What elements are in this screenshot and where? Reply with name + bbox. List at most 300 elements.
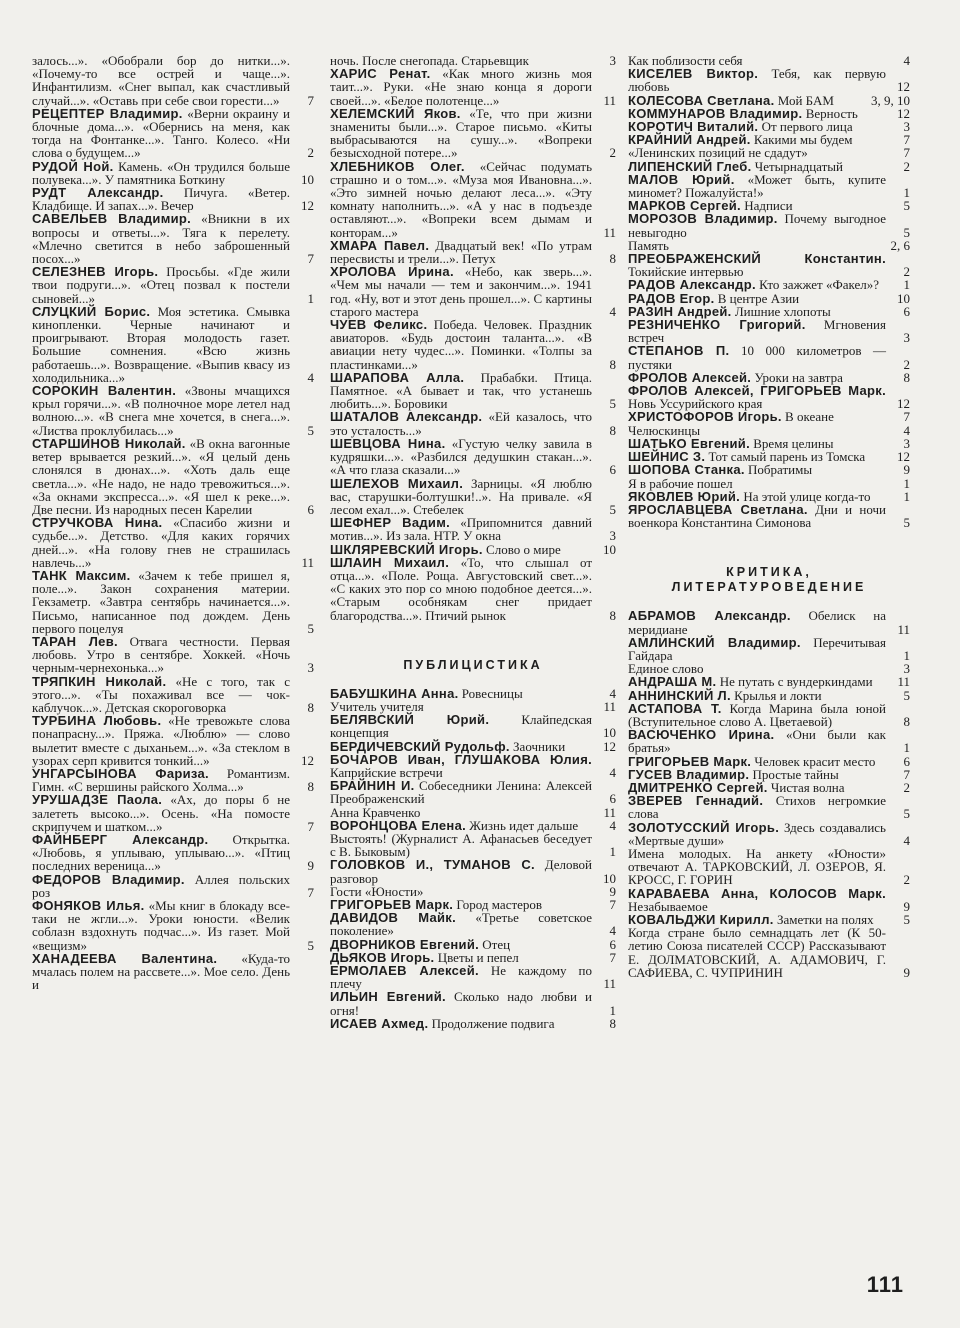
work-titles: «Зачем к тебе пришел я, поле...». Закон сохранения материи. Гекзаметр. «Завтра сентябрь начинается...». Письмо, написанное под дождем. День первого поцелуя (32, 567, 290, 636)
work-titles: Простые тайны (752, 766, 839, 782)
author-name: СТРУЧКОВА Нина. (32, 515, 163, 531)
issue-number: 5 (307, 620, 314, 636)
work-titles: «Небо, как зверь...». «Чем мы начали — тем и закончим...». 1941 год. «Ну, вот и этот день прошел...». С картины старого мастера (330, 264, 593, 319)
issue-number: 11 (603, 698, 616, 714)
index-entry (330, 437, 616, 477)
work-titles: Побратимы (748, 462, 813, 478)
index-entry (628, 887, 910, 913)
work-titles: «Не с того, так с этого...». «Ты похаживал все — чок-каблучок...». Детская скороговорка (32, 673, 290, 715)
entry-text (628, 67, 886, 93)
index-entry (330, 410, 616, 436)
issue-number: 5 (903, 687, 910, 703)
index-entry (32, 437, 314, 516)
index-entry (330, 239, 616, 265)
issue-number: 8 (609, 607, 616, 623)
issue-number: 2 (609, 145, 616, 161)
issue-number: 11 (603, 804, 616, 820)
entry-text (32, 160, 290, 186)
entry-text (628, 344, 886, 370)
work-titles: Просьбы. «Где жили твои подруги...». «Отец позвал к постели сыновей...» (32, 264, 290, 306)
work-titles: Мгновения встреч (628, 317, 886, 346)
issue-number: 3 (609, 528, 616, 544)
entry-text (330, 318, 592, 371)
issue-number: 9 (903, 462, 910, 478)
issue-number: 1 (903, 740, 910, 756)
index-entry (628, 384, 910, 410)
issue-number: 11 (603, 92, 616, 108)
author-name: ГОЛОВКОВ И., ТУМАНОВ С. (330, 857, 535, 873)
index-entry (330, 1017, 616, 1030)
author-name: ГУСЕВ Владимир. (628, 766, 750, 782)
author-name: ЕРМОЛАЕВ Алексей. (330, 963, 479, 978)
issue-number: 9 (307, 858, 314, 874)
work-titles: Отец (482, 936, 511, 952)
entry-text (32, 635, 290, 675)
work-titles: Сколько надо любви и огня! (330, 989, 593, 1018)
work-titles: Тебя, как первую любовь (628, 66, 887, 95)
issue-number: 7 (307, 92, 314, 108)
author-name: УНГАРСЫНОВА Фариза. (32, 765, 209, 781)
index-entry (32, 899, 314, 952)
work-titles: Двадцатый век! «По утрам пересвисты и трели...». Петух (330, 237, 593, 267)
work-titles: Какими мы будем (753, 132, 853, 148)
work-titles: Деловой разговор (330, 857, 593, 886)
work-titles: «Третье советское поколение» (330, 910, 593, 939)
work-titles: ночь. После снегопада. Старьевщик (330, 53, 529, 68)
work-titles: Уроки на завтра (754, 369, 843, 385)
column-1 (32, 54, 314, 991)
issue-number: 12 (897, 79, 910, 95)
work-titles: Зарницы. «Я люблю вас, старушки-болтушки!..». На привале. «Я лесом ехал...». Стебелек (330, 475, 592, 517)
index-entry (330, 832, 616, 858)
work-titles: Время целины (753, 435, 834, 451)
issue-number: 7 (903, 145, 910, 161)
work-titles: Лишние хлопоты (734, 303, 831, 319)
index-entry (628, 67, 910, 93)
work-titles: Кто зажжет «Факел»? (759, 277, 880, 293)
issue-number: 5 (609, 501, 616, 517)
author-name: КОРОТИЧ Виталий. (628, 119, 759, 135)
work-titles: Продолжение подвига (431, 1015, 555, 1031)
work-titles: 10 000 километров — пустяки (628, 343, 886, 372)
column-3 (628, 54, 910, 979)
work-titles: Город мастеров (456, 896, 543, 912)
index-entry (628, 794, 910, 820)
index-entry (32, 265, 314, 305)
author-name: САВЕЛЬЕВ Владимир. (32, 211, 192, 227)
issue-number: 1 (307, 290, 314, 306)
issue-number: 11 (301, 554, 314, 570)
section-heading: КРИТИКА, ЛИТЕРАТУРОВЕДЕНИЕ (671, 565, 867, 595)
entry-text (32, 793, 290, 833)
entry-text (628, 384, 886, 410)
author-name: АСТАПОВА Т. (628, 700, 722, 716)
work-titles: Перечитывая Гайдара (628, 634, 886, 663)
entry-text (330, 437, 592, 477)
work-titles: Открытка. «Любовь, я уплываю, уплываю...». «Птиц последних вереница...» (32, 831, 290, 874)
index-entry (628, 344, 910, 370)
index-entry (32, 767, 314, 793)
author-name: ЯРОСЛАВЦЕВА Светлана. (628, 501, 808, 517)
entry-text (330, 371, 592, 411)
author-name: БЕРДИЧЕВСКИЙ Рудольф. (330, 738, 510, 754)
issue-number: 4 (307, 369, 314, 385)
work-titles: «Не тревожьте слова понапрасну...». Пряжа. «Люблю» — слово вылетит вместе с дыханьем...». «За стеклом в узорах серп кривится тонкий...» (32, 713, 290, 768)
work-titles: «В окна вагонные ветер врывается резкий...». «Я целый день слонялся в дюнах...». «Хоть даль еще светла...». «Не надо, не надо тревожиться...». «За окнами экспресса...». «Я шел к реке...». Две песни. Из народных песен Карелии (32, 435, 290, 517)
issue-number: 9 (903, 898, 910, 914)
index-entry (32, 384, 314, 437)
entry-text (628, 318, 886, 344)
work-titles: «Припомнится давний мотив...». Из зала. НТР. У окна (330, 515, 592, 544)
entry-text (32, 265, 290, 305)
index-entry (330, 67, 616, 107)
issue-number: 1 (903, 185, 910, 201)
issue-number: 1 (903, 488, 910, 504)
entry-text (628, 887, 886, 913)
entry-text (32, 54, 290, 107)
author-name: ТАРАН Лев. (32, 633, 118, 649)
index-entry (628, 609, 910, 635)
section-heading: ПУБЛИЦИСТИКА (403, 657, 543, 672)
issue-number: 4 (609, 685, 616, 701)
author-name: КОВАЛЬДЖИ Кирилл. (628, 911, 774, 927)
work-titles: «Как много жизнь моя таит...». Руки. «Не знаю конца я дороги своей...». «Белое полотенце...» (330, 66, 593, 108)
author-name: БОЧАРОВ Иван, ГЛУШАКОВА Юлия. (330, 751, 592, 767)
issue-number: 5 (903, 224, 910, 240)
work-titles: Дни и ночи военкора Константина Симонова (628, 501, 886, 531)
work-titles: Не каждому по плечу (330, 963, 592, 992)
work-titles: «Сейчас подумать страшно и о том...». «Муза моя Ивановна...». «Это зимней ночью делают леса...». «Эту комнату наполнить...». «А у нас в подъезде оставляют...». «Вопреки всем дымам и конторам...» (330, 158, 593, 240)
work-titles: Каприйские встречи (330, 764, 443, 780)
author-name: КОММУНАРОВ Владимир. (628, 105, 803, 121)
author-name: ЗОЛОТУССКИЙ Игорь. (628, 819, 780, 835)
issue-number: 12 (897, 396, 910, 412)
work-titles: На этой улице когда-то (743, 488, 871, 504)
issue-number: 7 (609, 949, 616, 965)
author-name: ФОНЯКОВ Илья. (32, 898, 145, 913)
author-name: МАРКОВ Сергей. (628, 198, 741, 214)
author-name: ШЕВЦОВА Нина. (330, 435, 446, 451)
entry-text (330, 964, 592, 990)
index-entry (330, 371, 616, 411)
index-entry (32, 186, 314, 212)
work-titles: Жизнь идет дальше (469, 817, 579, 833)
issue-number: 10 (603, 725, 616, 741)
issue-number: 3 (609, 53, 616, 68)
index-entry (330, 779, 616, 805)
entry-text (330, 477, 592, 517)
issue-number: 2, 6 (890, 237, 910, 253)
work-titles: «Мы книг в блокаду все-таки не жгли...». Уроки юности. «Велик соблазн вздохнуть подчас...». Из газет. Мой «вещизм» (32, 898, 290, 953)
entry-text (32, 675, 290, 715)
issue-number: 1 (903, 277, 910, 293)
author-name: КОЛЕСОВА Светлана. (628, 92, 775, 108)
work-titles: Заочники (513, 738, 566, 754)
entry-text (628, 609, 886, 635)
work-titles: «Может быть, купите миномет? Пожалуйста!» (628, 171, 886, 201)
author-name: РУДТ Александр. (32, 185, 164, 201)
issue-number: 3 (307, 660, 314, 676)
index-entry (330, 516, 616, 542)
entry-text (628, 794, 886, 820)
issue-number: 12 (897, 449, 910, 465)
work-titles: «Звоны мчащихся крыл горячи...». «В полночное море летел над волною...». «В снега мне хочется, в снега...». «Листва проклубилась...» (32, 383, 290, 438)
work-titles: Камень. «Он трудился больше полувека...». У памятника Боткину (32, 158, 291, 187)
author-name: ВОРОНЦОВА Елена. (330, 817, 467, 833)
issue-number: 6 (609, 936, 616, 952)
issue-number: 7 (307, 884, 314, 900)
issue-number: 8 (609, 251, 616, 267)
index-entry (32, 793, 314, 833)
work-titles: «Верни окраину и блочные дома...». «Обернись на меня, как тогда на Фонтанке...». Танго. Колесо. «Ни слова о будущем...» (32, 105, 290, 161)
author-name: МАЛОВ Юрий. (628, 171, 735, 187)
entry-text (330, 753, 592, 779)
work-titles: Токийские интервью (628, 264, 744, 280)
index-entry (330, 990, 616, 1016)
entry-text (330, 779, 592, 805)
issue-number: 11 (603, 976, 616, 992)
issue-number: 5 (307, 937, 314, 953)
entry-text (330, 160, 592, 239)
author-name: ШАТАЛОВ Александр. (330, 409, 483, 425)
work-titles: «Вникни в их вопросы и ответы...». Тяга к перелету. «Млечно светится в небо заброшенный посох...» (32, 211, 290, 267)
author-name: РАДОВ Александр. (628, 277, 756, 293)
index-entry (330, 556, 616, 622)
work-titles: «Спасибо жизни и судьбе...». Детство. «Для каких горячих дней...». «На голову гнев не страшилась навлечь...» (32, 515, 291, 570)
work-titles: «Ей казалось, что это усталость...» (330, 409, 593, 438)
entry-text (330, 239, 592, 265)
work-titles: В центре Азии (717, 290, 800, 306)
author-name: ШКЛЯРЕВСКИЙ Игорь. (330, 541, 483, 557)
author-name: ДВОРНИКОВ Евгений. (330, 936, 480, 952)
author-name: ФРОЛОВ Алексей. (628, 369, 752, 385)
work-titles: Анна Кравченко (330, 804, 421, 820)
work-titles: Романтизм. Гимн. «С вершины райского Холма...» (32, 765, 290, 795)
work-titles: Победа. Человек. Праздник авиаторов. «Будь достоин таланта...». «В авиации нету чудес...». Поминки. «Толпы за пластинками...» (330, 317, 593, 372)
index-entry (32, 873, 314, 899)
issue-number: 7 (903, 409, 910, 425)
work-titles: «Они были как братья» (628, 727, 886, 756)
issue-number: 2 (903, 356, 910, 372)
author-name: БЕЛЯВСКИЙ Юрий. (330, 712, 490, 728)
work-titles: Четырнадцатый (754, 158, 843, 174)
author-name: ХРОЛОВА Ирина. (330, 264, 454, 280)
author-name: ХРИСТОФОРОВ Игорь. (628, 409, 782, 425)
work-titles: Стихов негромкие слова (628, 793, 886, 822)
entry-text (32, 899, 290, 952)
author-name: БРАЙНИН И. (330, 778, 415, 794)
issue-number: 10 (897, 290, 910, 306)
author-name: ТУРБИНА Любовь. (32, 713, 162, 729)
index-entry (330, 964, 616, 990)
index-entry (628, 728, 910, 754)
index-entry (32, 107, 314, 160)
work-titles: Аллея польских роз (32, 871, 291, 900)
index-entry (628, 318, 910, 344)
page-number: 111 (866, 1272, 904, 1297)
work-titles: Ровесницы (461, 685, 523, 701)
index-entry (330, 265, 616, 318)
author-name: БАБУШКИНА Анна. (330, 685, 459, 701)
work-titles: Почему выгодное невыгодно (628, 211, 886, 240)
issue-number: 11 (897, 674, 910, 690)
index-entry (32, 714, 314, 767)
index-entry (628, 821, 910, 847)
issue-number: 11 (603, 224, 616, 240)
index-entry (628, 636, 910, 662)
author-name: ЗВЕРЕВ Геннадий. (628, 793, 764, 809)
issue-number: 1 (903, 647, 910, 663)
author-name: РЕЦЕПТЕР Владимир. (32, 105, 183, 121)
entry-text (32, 107, 290, 160)
issue-number: 4 (903, 832, 910, 848)
entry-text (32, 833, 290, 873)
index-entry (628, 847, 910, 887)
work-titles: «Куда-то мчалась полем на рассвете...». Мое село. День и (32, 950, 290, 993)
author-name: ФРОЛОВ Алексей, ГРИГОРЬЕВ Марк. (628, 383, 886, 399)
entry-text (330, 410, 592, 436)
issue-number: 6 (609, 791, 616, 807)
work-titles: Моя эстетика. Смывка кинопленки. Черные начинают и проигрывают. Вторая молодость газет. Большие сомнения. «Всю жизнь работаешь...». Возвращение. «Выпив квасу из холодильника...» (32, 303, 291, 385)
work-titles: Гости «Юности» (330, 883, 424, 899)
author-name: ШЛАИН Михаил. (330, 554, 450, 570)
index-entry (628, 173, 910, 199)
author-name: ХАРИС Ренат. (330, 66, 431, 82)
issue-number: 7 (609, 896, 616, 912)
work-titles: Мой БАМ (777, 92, 834, 108)
issue-number: 5 (903, 911, 910, 927)
author-name: РУДОЙ Ной. (32, 158, 114, 174)
author-name: СТАРШИНОВ Николай. (32, 435, 186, 451)
issue-number: 2 (307, 145, 314, 161)
issue-number: 12 (301, 198, 314, 214)
work-titles: Отвага честности. Первая любовь. Утро в сентябре. Хоккей. «Ночь черным-чернехонька...» (32, 633, 290, 676)
author-name: ШАРАПОВА Алла. (330, 369, 465, 385)
author-name: РЕЗНИЧЕНКО Григорий. (628, 317, 806, 333)
author-name: ПРЕОБРАЖЕНСКИЙ Константин. (628, 251, 886, 267)
entry-text (330, 516, 592, 542)
work-titles: От первого лица (761, 119, 853, 135)
entry-text (32, 305, 290, 384)
issue-number: 5 (609, 396, 616, 412)
entry-text (628, 702, 886, 728)
entry-text (32, 767, 290, 793)
issue-number: 8 (307, 779, 314, 795)
work-titles: Человек красит место (754, 753, 876, 769)
issue-number: 4 (609, 923, 616, 939)
author-name: СОРОКИН Валентин. (32, 383, 177, 399)
author-name: РАДОВ Егор. (628, 290, 715, 306)
entry-text (330, 556, 592, 622)
issue-number: 12 (897, 105, 910, 121)
issue-number: 6 (903, 753, 910, 769)
author-name: ХЕЛЕМСКИЙ Яков. (330, 105, 461, 121)
author-name: ЯКОВЛЕВ Юрий. (628, 488, 741, 504)
index-entry (32, 675, 314, 715)
author-name: ЛИПЕНСКИЙ Глеб. (628, 158, 752, 174)
index-entry (628, 503, 910, 529)
entry-text (330, 67, 592, 107)
issue-number: 10 (301, 171, 314, 187)
author-name: АМЛИНСКИЙ Владимир. (628, 634, 801, 650)
work-titles: Имена молодых. На анкету «Юности» отвечают А. ТАРКОВСКИЙ, Л. ОЗЕРОВ, Я. КРОСС, Г. ГОРИН (628, 845, 886, 888)
issue-number: 8 (903, 713, 910, 729)
work-titles: Чистая волна (770, 779, 845, 795)
index-entry (330, 160, 616, 239)
issue-number: 6 (307, 501, 314, 517)
author-name: СЛУЦКИЙ Борис. (32, 303, 151, 319)
index-entry (32, 952, 314, 992)
index-entry (32, 833, 314, 873)
issue-number: 4 (609, 764, 616, 780)
entry-text (628, 212, 886, 238)
entry-text (32, 569, 290, 635)
index-entry (32, 305, 314, 384)
index-entry (32, 516, 314, 569)
entry-text (32, 714, 290, 767)
issue-number: 6 (903, 303, 910, 319)
work-titles: Тот самый парень из Томска (708, 449, 866, 465)
issue-number: 12 (301, 752, 314, 768)
entry-text (330, 1017, 592, 1030)
author-name: СЕЛЕЗНЕВ Игорь. (32, 264, 159, 280)
work-titles: Не путать с вундеркиндами (719, 674, 873, 690)
issue-number: 5 (307, 422, 314, 438)
issue-number: 4 (903, 422, 910, 438)
work-titles: залось...». «Обобрали бор до нитки...». «Почему-то все острей и чаще...». Инфантилизм. «Снег выпал, как счастливый случай...». «Оставь при себе свои горести...» (32, 53, 290, 108)
entry-text (32, 952, 290, 992)
entry-text (628, 926, 886, 979)
issue-number: 4 (609, 817, 616, 833)
entry-text (32, 873, 290, 899)
author-name: АБРАМОВ Александр. (628, 608, 791, 624)
author-name: ДМИТРЕНКО Сергей. (628, 779, 768, 795)
work-titles: «Ах, до поры б не залететь высоко...». Осень. «На помосте скрипучем и шатком...» (32, 792, 290, 834)
entry-text (628, 847, 886, 887)
issue-number: 3 (903, 435, 910, 451)
author-name: ДЬЯКОВ Игорь. (330, 949, 435, 965)
author-name: АННИНСКИЙ Л. (628, 687, 731, 703)
issue-number: 1 (609, 844, 616, 860)
author-name: СТЕПАНОВ П. (628, 343, 730, 359)
work-titles: Здесь создавались «Мертвые души» (628, 819, 886, 848)
work-titles: Я в рабочие пошел (628, 475, 733, 491)
author-name: ЧУЕВ Феликс. (330, 317, 428, 333)
issue-number: 3 (903, 330, 910, 346)
work-titles: Собеседники Ленина: Алексей Преображенский (330, 778, 592, 807)
entry-text (32, 186, 290, 212)
issue-number: 7 (307, 818, 314, 834)
entry-text (32, 437, 290, 516)
work-titles: Цветы и пепел (437, 949, 519, 965)
entry-text (32, 212, 290, 265)
work-titles: Челюскинцы (628, 422, 701, 438)
issue-number: 5 (903, 515, 910, 531)
issue-number: 6 (609, 462, 616, 478)
issue-number: 12 (603, 738, 616, 754)
entry-text (330, 265, 592, 318)
work-titles: Заметки на полях (776, 911, 874, 927)
author-name: ХМАРА Павел. (330, 237, 430, 253)
issue-number: 7 (903, 766, 910, 782)
work-titles: «Густую челку завила в кудряшки...». «Разбился дедушкин стакан...». «А что глаза сказали...» (330, 435, 593, 478)
work-titles: Единое слово (628, 661, 704, 677)
work-titles: Надписи (744, 198, 793, 214)
author-name: ТРЯПКИН Николай. (32, 673, 167, 689)
issue-number: 4 (609, 303, 616, 319)
issue-number: 5 (903, 198, 910, 214)
entry-text (628, 728, 886, 754)
